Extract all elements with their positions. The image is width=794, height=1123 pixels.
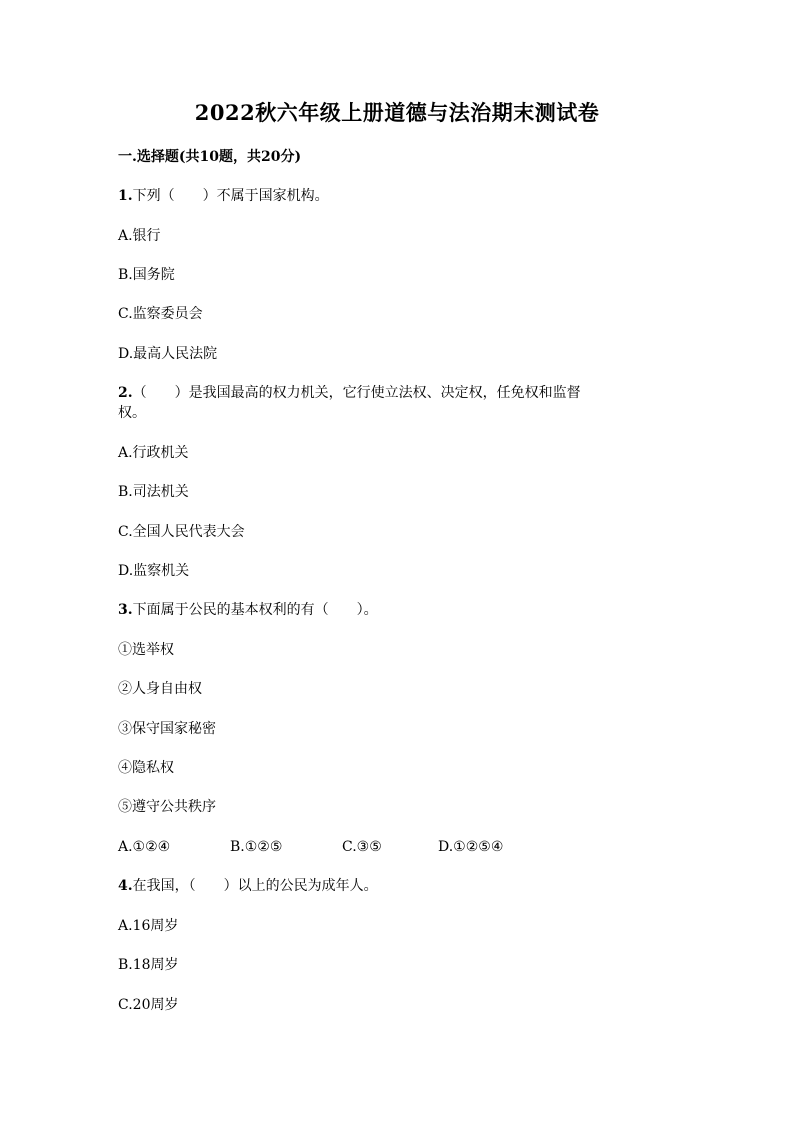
question-3-item-4: ④隐私权 [118, 760, 174, 776]
section-heading: 一.选择题(共10题，共20分) [118, 149, 302, 165]
question-2-option-d: D.监察机关 [118, 563, 190, 579]
question-number: 2. [118, 385, 133, 401]
question-1-option-c: C.监察委员会 [118, 306, 203, 322]
question-text: 下列（ ）不属于国家机构。 [132, 188, 329, 204]
question-number: 1. [118, 188, 133, 204]
question-1-option-b: B.国务院 [118, 267, 175, 283]
question-2-stem-continued: 权。 [118, 405, 146, 421]
question-4-option-b: B.18周岁 [118, 957, 179, 973]
question-1-option-d: D.最高人民法院 [118, 346, 218, 362]
question-3-option-a: A.①②④ [118, 839, 171, 855]
page-title: 2022秋六年级上册道德与法治期末测试卷 [194, 100, 600, 125]
question-2-option-b: B.司法机关 [118, 484, 189, 500]
question-3-item-1: ①选举权 [118, 642, 174, 658]
question-4-option-a: A.16周岁 [118, 918, 179, 934]
question-number: 3. [118, 602, 133, 618]
question-3-item-5: ⑤遵守公共秩序 [118, 799, 216, 815]
question-text: 在我国，（ ）以上的公民为成年人。 [132, 878, 378, 894]
question-text: 下面属于公民的基本权利的有（ ）。 [132, 602, 378, 618]
question-2-stem [118, 383, 581, 403]
question-3-option-b: B.①②⑤ [230, 839, 283, 855]
question-1-stem [118, 186, 329, 206]
question-3-stem [118, 600, 378, 620]
question-3-option-c: C.③⑤ [342, 839, 382, 855]
question-text: （ ）是我国最高的权力机关，它行使立法权、决定权，任免权和监督 [132, 385, 581, 401]
question-2-option-a: A.行政机关 [118, 445, 189, 461]
question-3-item-3: ③保守国家秘密 [118, 721, 216, 737]
question-3-option-d: D.①②⑤④ [438, 839, 504, 855]
question-4-option-c: C.20周岁 [118, 997, 179, 1013]
question-2-option-c: C.全国人民代表大会 [118, 524, 245, 540]
question-1-option-a: A.银行 [118, 228, 161, 244]
question-3-item-2: ②人身自由权 [118, 681, 202, 697]
question-4-stem [118, 876, 378, 896]
question-number: 4. [118, 878, 133, 894]
